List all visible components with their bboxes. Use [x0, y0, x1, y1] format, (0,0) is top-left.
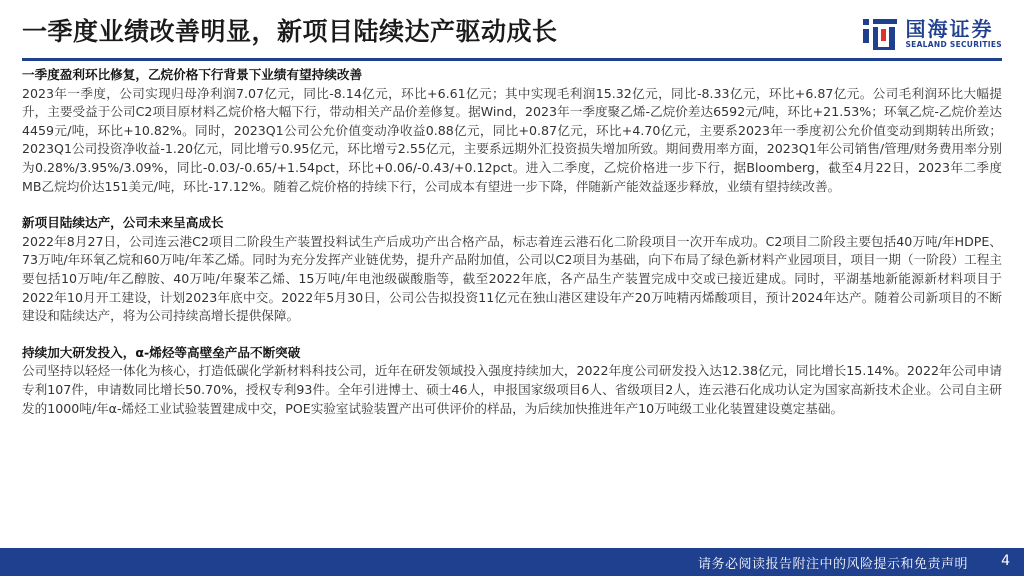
logo-name-en: SEALAND SECURITIES: [905, 40, 1002, 49]
footer-bar: [0, 548, 1024, 576]
section-paragraph: 2022年8月27日，公司连云港C2项目二阶段生产装置投料试生产后成功产出合格产品，标志着连云港石化二阶段项目一次开车成功。C2项目二阶段主要包括40万吨/年HDPE、73万吨/年环氧乙烷和60万吨/年苯乙烯。同时为充分发挥产业链优势，提升产品附加值，公司以C2项目为基础，向下布局了绿色新材料产业园项目，项目一期（一阶段）工程主要包括10万吨/年乙醇胺、40万吨/年聚苯乙烯、15万吨/年电池级碳酸脂等，截至2022年底，各产品生产装置完成中交或已接近建成。同时，平湖基地新能源新材料项目于2022年10月开工建设，计划2023年底中交。2022年5月30日，公司公告拟投资11亿元在独山港区建设年产20万吨精丙烯酸项目，预计2024年达产。随着公司新项目的不断建设和陆续达产，将为公司持续高增长提供保障。: [22, 233, 1002, 324]
logo-mark-icon: [861, 15, 899, 53]
section-heading: 一季度盈利环比修复，乙烷价格下行背景下业绩有望持续改善: [22, 67, 363, 82]
report-body: [22, 66, 1002, 418]
footer-disclaimer: 请务必阅读报告附注中的风险提示和免责声明: [697, 557, 968, 572]
section-paragraph: 公司坚持以轻烃一体化为核心，打造低碳化学新材料科技公司，近年在研发领域投入强度持续加大，2022年度公司研发投入达12.38亿元，同比增长15.14%。2022年公司申请专利107件，申请数同比增长50.70%，授权专利93件。全年引进博士、硕士46人，申报国家级项目6人、省级项目2人，连云港石化成功认定为国家高新技术企业。公司自主研发的1000吨/年α-烯烃工业试验装置建成中交，POE实验室试验装置产出可供评价的样品，为后续加快推进年产10万吨级工业化装置建设奠定基础。: [22, 363, 1002, 416]
section-earnings: [22, 66, 1002, 196]
header-divider: [22, 58, 1002, 61]
section-rnd: [22, 344, 1002, 418]
section-heading: 新项目陆续达产，公司未来呈高成长: [22, 215, 224, 231]
company-logo: [861, 14, 1002, 54]
slide-header: [0, 0, 1024, 60]
logo-name-cn: 国海证券: [905, 17, 994, 41]
section-new-projects: [22, 214, 1002, 326]
section-heading: 持续加大研发投入，α-烯烃等高壁垒产品不断突破: [22, 344, 301, 360]
page-number: 4: [1001, 553, 1010, 569]
section-paragraph: 2023年一季度，公司实现归母净利润7.07亿元，同比-8.14亿元，环比+6.61亿元；其中实现毛利润15.32亿元，同比-8.33亿元，环比+6.87亿元。公司毛利润环比大幅提升，主要受益于公司C2项目原材料乙烷价格大幅下行，带动相关产品价差修复。据Wind，2023年一季度聚乙烯-乙烷价差达6592元/吨，环比+21.53%；环氧乙烷-乙烷价差达4459元/吨，环比+10.82%。同时，2023Q1公司公允价值变动净收益0.88亿元，同比+0.87亿元，环比+4.70亿元，主要系2023年一季度初公允价值变动到期转出所致；2023Q1公司投资净收益-1.20亿元，同比增亏0.95亿元，环比增亏2.55亿元，主要系远期外汇投资损失增加所致。期间费用率方面，2023Q1年公司销售/管理/财务费用率分别为0.28%/3.95%/3.09%，同比-0.03/-0.65/+1.54pct，环比+0.06/-0.43/+0.12pct。进入二季度，乙烷价格进一步下行，据Bloomberg，截至4月22日，2023年二季度MB乙烷均价达151美元/吨，环比-17.12%。随着乙烷价格的持续下行，公司成本有望进一步下降，伴随新产能效益逐步释放，业绩有望持续改善。: [22, 85, 1002, 194]
page-title: 一季度业绩改善明显，新项目陆续达产驱动成长: [22, 17, 558, 46]
